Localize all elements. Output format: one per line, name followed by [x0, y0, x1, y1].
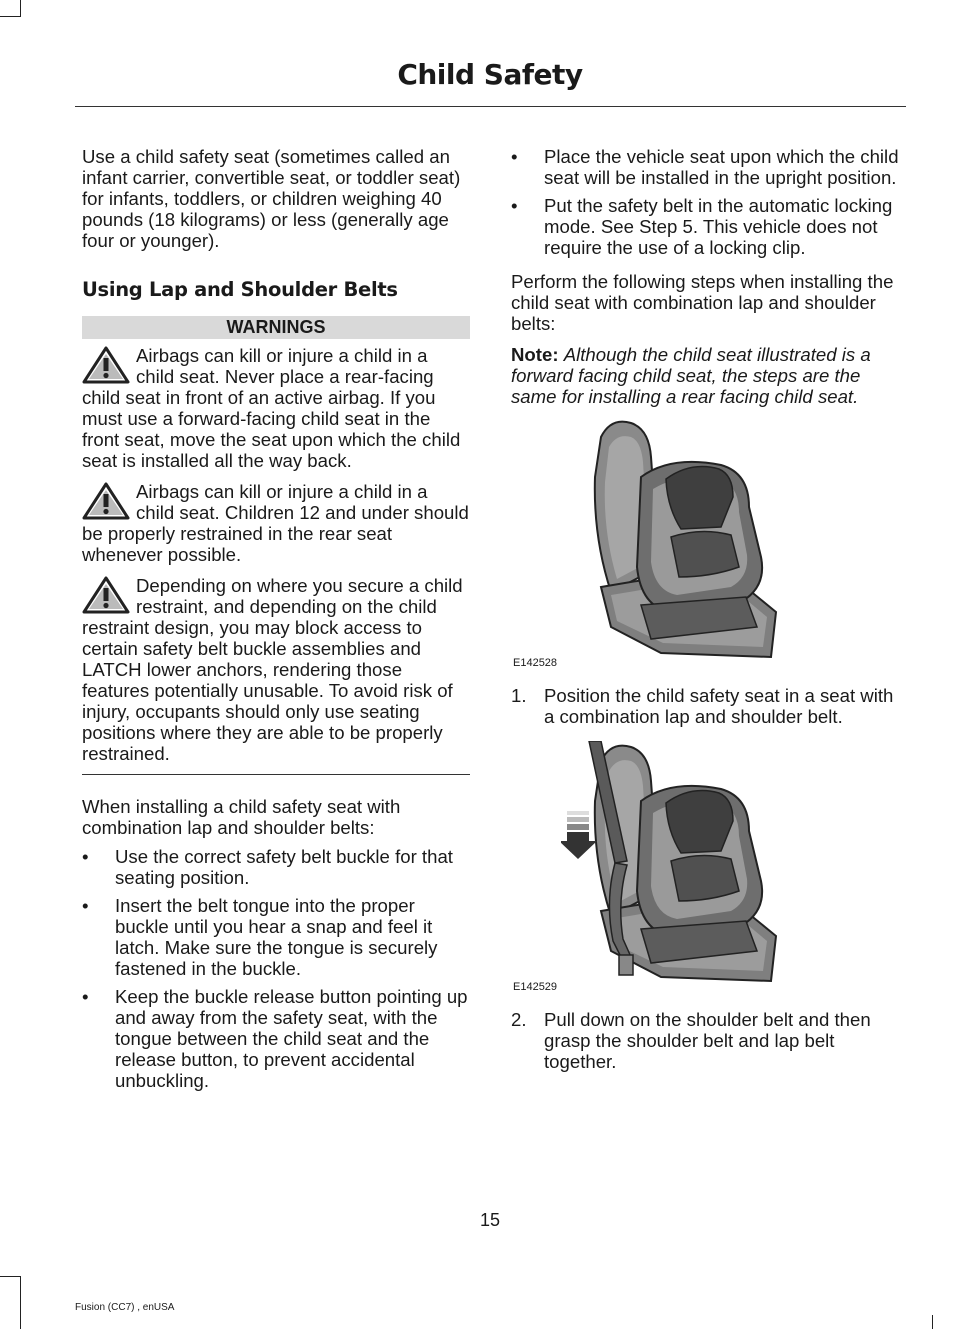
child-seat-belt-illustration: [561, 741, 791, 993]
step-number: 2.: [511, 1009, 527, 1030]
page-number: 15: [479, 1210, 501, 1230]
list-item-text: Place the vehicle seat upon which the child seat will be installed in the upright position.: [544, 146, 899, 188]
intro-paragraph: Use a child safety seat (sometimes called an infant carrier, convertible seat, or toddler seat) for infants, toddlers, or children weighing 40 pounds (18 kilograms) or less (generally age four or younger).: [82, 146, 461, 251]
footer-text: Fusion (CC7) , enUSA: [75, 1302, 175, 1313]
title-rule: [75, 106, 906, 107]
left-column: [82, 146, 470, 1098]
warning-text: Airbags can kill or injure a child in a child seat. Never place a rear-facing child seat in front of an active airbag. If you must use a forward-facing child seat in the front seat, move the seat upon which the child seat is installed all the way back.: [82, 345, 461, 471]
numbered-list: [511, 685, 903, 727]
crop-mark: [20, 1276, 21, 1329]
list-item-text: Insert the belt tongue into the proper buckle until you hear a snap and feel it latch. Make sure the tongue is securely fastened in the buckle.: [115, 895, 438, 979]
warning-item: [82, 575, 470, 764]
crop-mark: [932, 1315, 933, 1329]
warning-text: Depending on where you secure a child restraint, and depending on the child restraint design, you may block access to certain safety belt buckle assemblies and LATCH lower anchors, rendering those features potentially unusable. To avoid risk of injury, occupants should only use seating positions where they are able to be properly restrained.: [82, 575, 463, 764]
warnings-header: WARNINGS: [82, 316, 470, 339]
list-item: [82, 895, 470, 979]
warning-text: Airbags can kill or injure a child in a child seat. Children 12 and under should be properly restrained in the rear seat whenever possible.: [82, 481, 469, 565]
list-item: [511, 146, 903, 188]
bullet-mark: •: [82, 846, 89, 867]
right-column: [511, 146, 903, 1079]
crop-mark: [0, 1276, 20, 1277]
bullet-mark: •: [511, 146, 518, 167]
bullet-mark: •: [511, 195, 518, 216]
bullet-mark: •: [82, 895, 89, 916]
bullet-mark: •: [82, 986, 89, 1007]
list-item-text: Put the safety belt in the automatic locking mode. See Step 5. This vehicle does not require the use of a locking clip.: [544, 195, 893, 258]
list-item: [511, 685, 903, 727]
note-paragraph: [511, 344, 903, 407]
section-heading: Using Lap and Shoulder Belts: [82, 278, 398, 301]
numbered-list: [511, 1009, 903, 1072]
figure-code: E142529: [513, 981, 558, 993]
warning-item: [82, 345, 470, 471]
warning-item: [82, 481, 470, 565]
warning-triangle-icon: [82, 576, 130, 614]
perform-paragraph: Perform the following steps when installing the child seat with combination lap and shoulder belts:: [511, 271, 894, 334]
list-item-text: Use the correct safety belt buckle for that seating position.: [115, 846, 453, 888]
figure-code: E142528: [513, 657, 558, 669]
figure-child-seat-belt: [511, 741, 903, 995]
list-item-text: Pull down on the shoulder belt and then grasp the shoulder belt and lap belt together.: [544, 1009, 871, 1072]
list-item-text: Keep the buckle release button pointing up and away from the safety seat, with the tongue between the child seat and the release button, to prevent accidental unbuckling.: [115, 986, 468, 1091]
list-item-text: Position the child safety seat in a seat with a combination lap and shoulder belt.: [544, 685, 894, 727]
note-text: Although the child seat illustrated is a forward facing child seat, the steps are the same for installing a rear facing child seat.: [511, 344, 871, 407]
warnings-end-rule: [82, 774, 470, 775]
list-item: [82, 986, 470, 1091]
list-item: [511, 195, 903, 258]
child-seat-illustration: [571, 417, 801, 669]
list-item: [82, 846, 470, 888]
warning-triangle-icon: [82, 346, 130, 384]
crop-mark: [20, 0, 21, 17]
bullet-list: [511, 146, 903, 258]
page-title: Child Safety: [397, 58, 583, 91]
crop-mark: [0, 16, 20, 17]
warning-triangle-icon: [82, 482, 130, 520]
step-number: 1.: [511, 685, 527, 706]
bullet-list: [82, 846, 470, 1091]
list-item: [511, 1009, 903, 1072]
install-intro: When installing a child safety seat with combination lap and shoulder belts:: [82, 796, 401, 838]
figure-child-seat: [511, 417, 903, 671]
note-label: Note:: [511, 344, 559, 365]
